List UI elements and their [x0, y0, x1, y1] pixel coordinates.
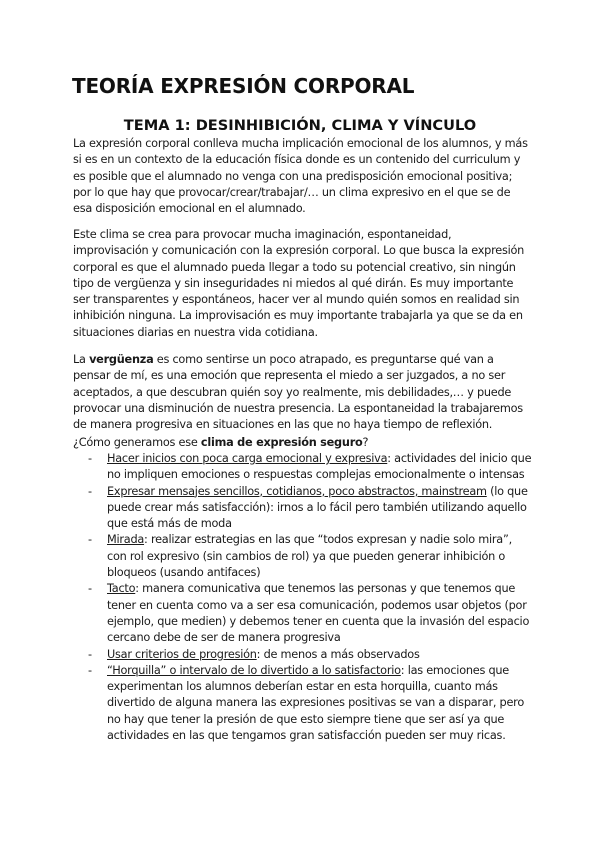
paragraph-2-text: Este clima se crea para provocar mucha imaginación, espontaneidad, improvisación y comunicación con la expresión corporal. Lo que busca la expresión corporal es que el alumnado pueda llegar a todo su potencial creativo, sin ningún tipo de vergüenza y sin inseguridades ni miedos al qué dirán. Es muy importante ser transparentes y espontáneos, hacer ver al mundo quién somos en realidad sin inhibición ninguna. La improvisación es muy importante trabajarla ya que se da en situaciones diarias en nuestra vida cotidiana. [73, 228, 525, 339]
list-item-heading: Hacer inicios con poca carga emocional y expresiva [107, 452, 388, 465]
document-title: TEORÍA EXPRESIÓN CORPORAL [72, 74, 415, 98]
paragraph-1 [73, 136, 529, 217]
list-dash: - [88, 484, 92, 498]
list-item-text: : actividades del inicio que no impliquen emociones o respuestas complejas emocionalmente o intensas [107, 452, 532, 482]
paragraph-3-lead: La [73, 353, 90, 366]
question-mark: ? [362, 436, 369, 449]
strategies-list [88, 451, 532, 744]
list-item-text: : de menos a más observados [256, 647, 420, 661]
paragraph-2 [73, 227, 529, 341]
term-clima-seguro: clima de expresión seguro [200, 436, 363, 449]
list-item-text: : manera comunicativa que tenemos las personas y que tenemos que tener en cuenta como va a ser esa comunicación, podemos usar objetos (por ejemplo, que medien) y debemos tener en cuenta que la invasión del espacio cercano debe de ser de manera progresiva [107, 582, 530, 645]
list-item-text: : realizar estrategias en las que “todos expresan y nadie solo mira”, con rol expresivo (sin cambios de rol) ya que pueden generar inhibición o bloqueos (usando antifaces) [107, 533, 512, 580]
list-dash: - [88, 582, 92, 596]
question-line [73, 435, 529, 451]
list-dash: - [88, 663, 92, 677]
paragraph-3 [73, 352, 529, 433]
list-item [88, 532, 532, 581]
paragraph-1-text: La expresión corporal conlleva mucha implicación emocional de los alumnos, y más si es en un contexto de la educación física donde es un contenido del curriculum y es posible que el alumnado no venga con una predisposición emocional positiva; por lo que hay que provocar/crear/trabajar/… un clima expresivo en el que se de esa disposición emocional en el alumnado. [73, 137, 528, 216]
list-item-heading: Expresar mensajes sencillos, cotidianos, poco abstractos, mainstream [107, 484, 487, 498]
list-item-heading: Mirada [107, 533, 145, 547]
term-verguenza: vergüenza [89, 353, 154, 366]
question-text [73, 435, 529, 451]
list-item [88, 451, 532, 484]
list-item-heading: “Horquilla” o intervalo de lo divertido a lo satisfactorio [107, 663, 401, 677]
paragraph-3-text [73, 352, 529, 433]
list-item [88, 484, 532, 533]
list-item-heading: Usar criterios de progresión [107, 647, 257, 661]
list-dash: - [88, 452, 92, 465]
section-title: TEMA 1: DESINHIBICIÓN, CLIMA Y VÍNCULO [123, 117, 477, 134]
list-dash: - [88, 533, 92, 547]
paragraph-3-body: es como sentirse un poco atrapado, es preguntarse qué van a pensar de mí, es una emoción que representa el miedo a ser juzgados, a no ser aceptados, a que descubran quién soy yo realmente, mis debilidades,… y puede provocar una disminución de nuestra presencia. La espontaneidad la trabajaremos de manera progresiva en situaciones en las que no haya tiempo de reflexión. [73, 353, 523, 432]
list-item-heading: Tacto [107, 582, 136, 596]
list-item [88, 581, 532, 646]
list-item-text: (lo que puede crear más satisfacción): irnos a lo fácil pero también utilizando aquello que está más de moda [107, 484, 528, 531]
list-item-text: : las emociones que experimentan los alumnos deberían estar en esta horquilla, cuanto más divertido de alguna manera las expresiones positivas se van a disparar, pero no hay que tener la presión de que esto siempre tiene que ser así ya que actividades en las que tengamos gran satisfacción pueden ser muy ricas. [107, 663, 524, 743]
question-lead: ¿Cómo generamos ese [73, 436, 201, 449]
list-dash: - [88, 647, 92, 661]
list-item [88, 647, 532, 663]
list-item [88, 663, 532, 744]
